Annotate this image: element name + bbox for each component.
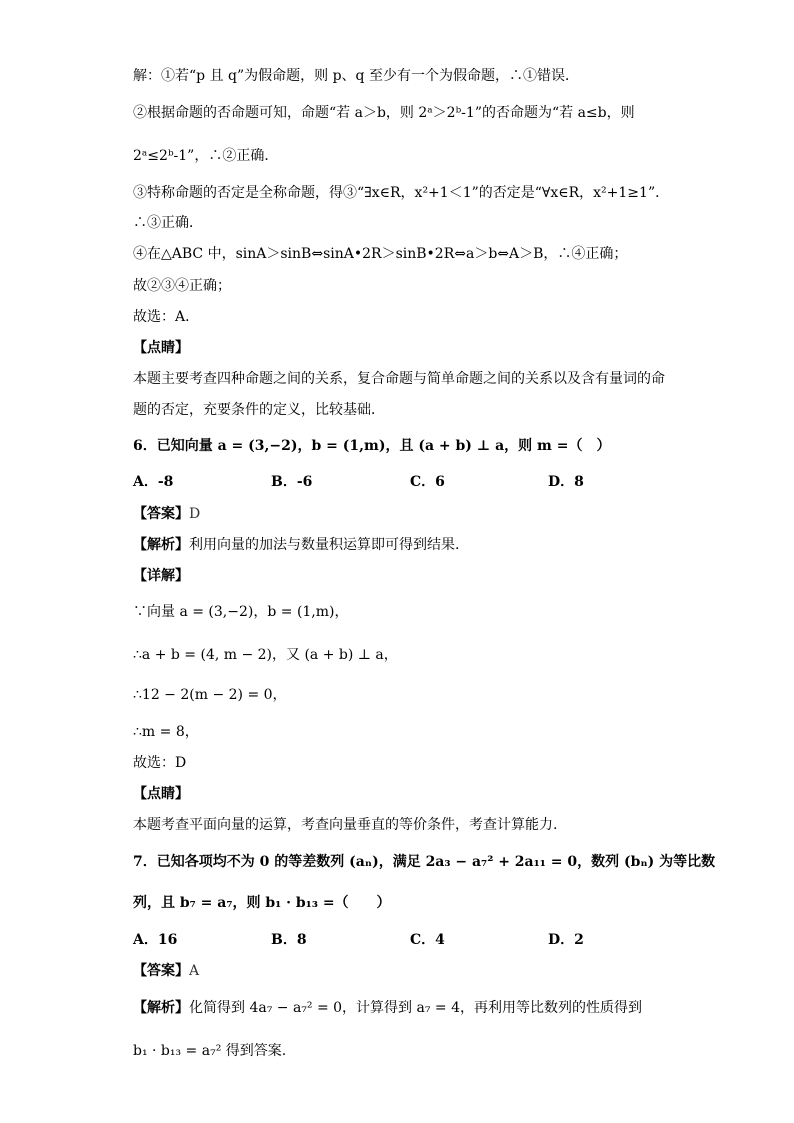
q7-option-c: C．4: [410, 932, 445, 948]
q6-detail-tag: 【详解】: [133, 568, 189, 584]
solution-line-1: 解：①若“p 且 q”为假命题，则 p、q 至少有一个为假命题，∴①错误．: [133, 68, 579, 84]
q7-option-d: D．2: [548, 932, 584, 948]
q6-analysis-row: [133, 535, 459, 555]
answer-value: A: [189, 963, 200, 979]
analysis-text: 利用向量的加法与数量积运算即可得到结果.: [189, 537, 460, 553]
solution-line-2: ②根据命题的否命题可知，命题“若 a＞b，则 2ᵃ＞2ᵇ-1”的否命题为“若 a≤b，则: [133, 105, 635, 121]
q6-option-c: C．6: [410, 474, 445, 490]
analysis-text: 化简得到 4a₇ − a₇² = 0，计算得到 a₇ = 4，再利用等比数列的性质得到: [189, 1000, 643, 1016]
q6-dianjing-tag: 【点睛】: [133, 786, 189, 802]
dianjing-tag: 【点睛】: [133, 340, 189, 356]
question-7-line-1: 7．已知各项均不为 0 的等差数列 (aₙ)，满足 2a₃ − a₇² + 2a₁₁ = 0，数列 (bₙ) 为等比数: [133, 854, 716, 870]
solution-line-6: ④在△ABC 中，sinA＞sinB⇔sinA•2R＞sinB•2R⇔a＞b⇔A＞B，∴④正确；: [133, 246, 628, 262]
q6-option-d: D．8: [548, 474, 584, 490]
q6-detail-1: ∵向量 a = (3,−2)，b = (1,m)，: [133, 604, 349, 620]
analysis-tag: 【解析】: [133, 537, 189, 553]
q6-option-a: A．-8: [133, 474, 174, 490]
q7-analysis-row: [133, 998, 642, 1018]
q6-summary: 本题考查平面向量的运算，考查向量垂直的等价条件，考查计算能力.: [133, 817, 558, 833]
q6-detail-3: ∴12 − 2(m − 2) = 0，: [133, 687, 287, 703]
solution-line-7: 故②③④正确；: [133, 278, 231, 294]
solution-line-8: 故选：A．: [133, 309, 200, 325]
q7-analysis-line-2: b₁ · b₁₃ = a₇² 得到答案.: [133, 1043, 287, 1059]
solution-line-5: ∴③正确．: [133, 215, 203, 231]
summary-line-1: 本题主要考查四种命题之间的关系，复合命题与简单命题之间的关系以及含有量词的命: [133, 371, 665, 387]
q6-answer-row: [133, 504, 200, 524]
solution-line-4: ③特称命题的否定是全称命题，得③“∃x∈R，x²+1＜1”的否定是“∀x∈R，x²+1≥1”．: [133, 185, 670, 201]
q7-option-b: B．8: [271, 932, 307, 948]
question-6: 6．已知向量 a = (3,−2)，b = (1,m)，且 (a + b) ⊥ a，则 m =（ ）: [133, 438, 611, 454]
solution-line-3: 2ᵃ≤2ᵇ-1”，∴②正确．: [133, 148, 279, 164]
q7-option-a: A．16: [133, 932, 178, 948]
answer-tag: 【答案】: [133, 506, 189, 522]
q6-detail-2: ∴a + b = (4, m − 2)，又 (a + b) ⊥ a，: [133, 647, 398, 663]
summary-line-2: 题的否定，充要条件的定义，比较基础．: [133, 402, 385, 418]
answer-value: D: [189, 506, 201, 522]
q6-option-b: B．-6: [271, 474, 313, 490]
answer-tag: 【答案】: [133, 963, 189, 979]
question-7-line-2: 列，且 b₇ = a₇，则 b₁ · b₁₃ =（ ）: [133, 895, 391, 911]
analysis-tag: 【解析】: [133, 1000, 189, 1016]
q6-detail-5: 故选：D: [133, 755, 187, 771]
q7-answer-row: [133, 961, 199, 981]
q6-detail-4: ∴m = 8，: [133, 724, 199, 740]
